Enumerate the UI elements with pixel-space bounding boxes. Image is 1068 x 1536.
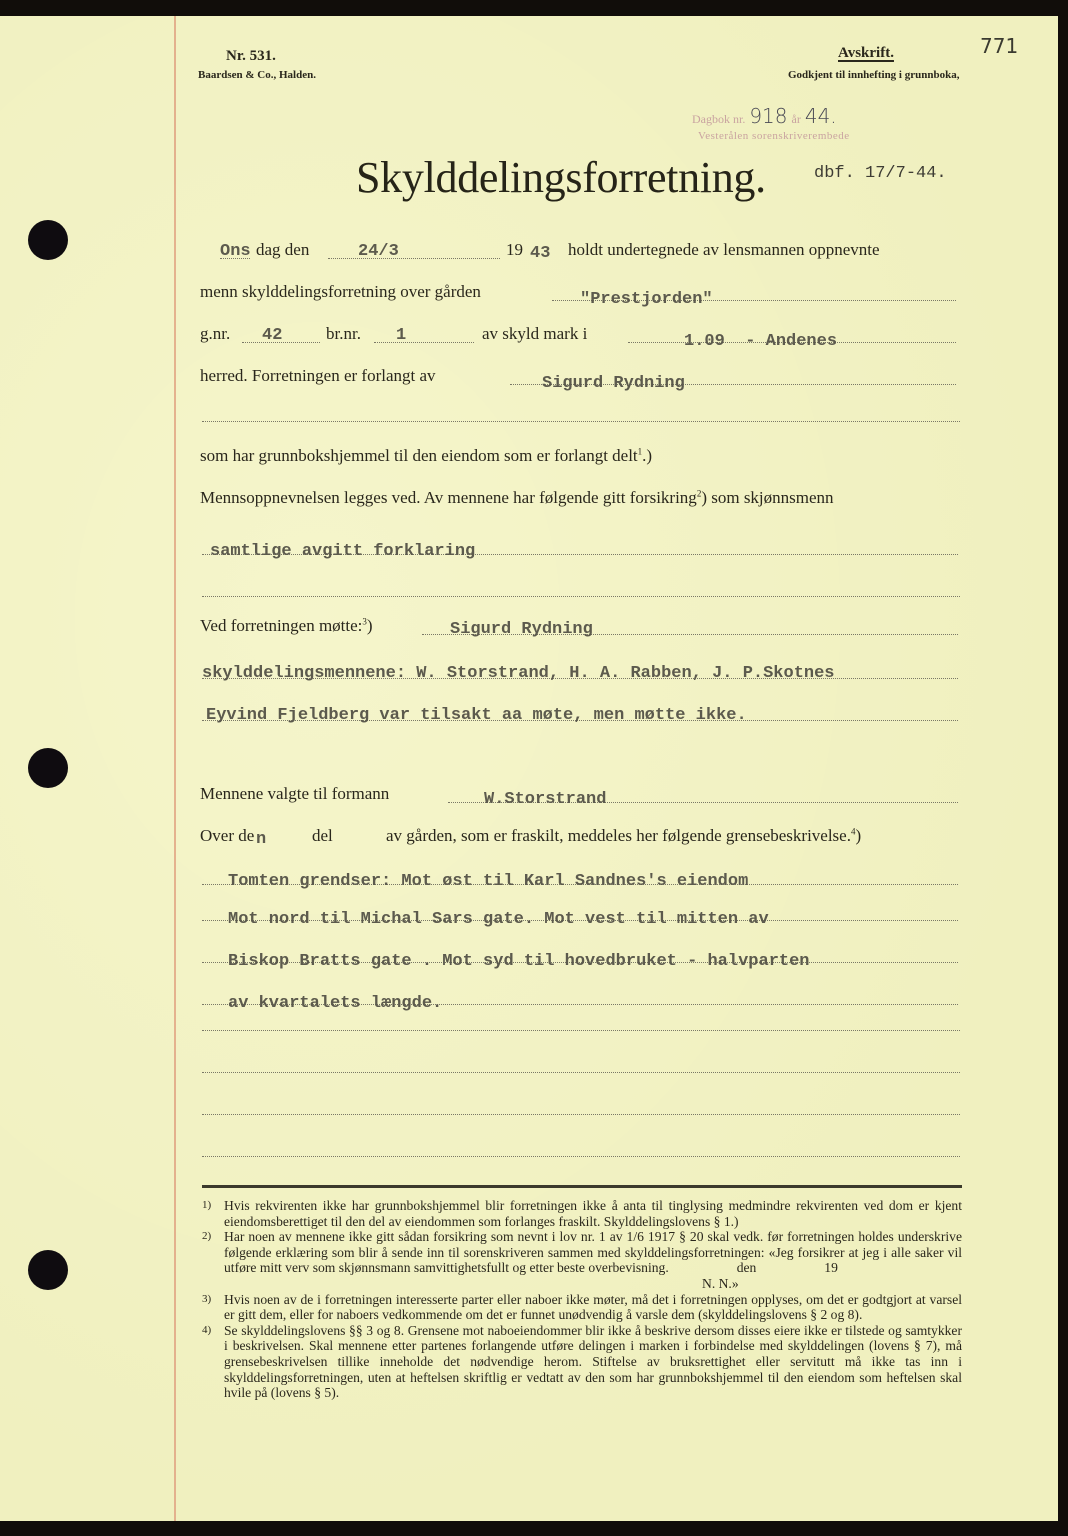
form-line-men — [200, 660, 960, 686]
footnote-1: 1) Hvis rekvirenten ikke har grunnbokshjemmel blir forretningen ikke å anta til tinglysing medmindre rekvirenten ved dom er kjent eiendomsberettiget til den del av eiendommen som forlanges fraskilt. Skylddelingslovens § 1.) — [202, 1198, 962, 1229]
form-line-attendance — [200, 616, 960, 642]
form-line-hjemmel — [200, 446, 960, 472]
boundary-line: av kvartalets længde. — [200, 994, 960, 1020]
form-line-absent — [200, 702, 960, 728]
label-19: 19 — [506, 240, 523, 259]
form-line-farm — [200, 282, 960, 308]
footnote-2: 2) Har noen av mennene ikke gitt sådan forsikring som nevnt i lov nr. 1 av 1/6 1917 § 20 skal vedk. før forretningen holdes underskrive følgende erklæring som blir å sende inn til sorenskriveren sammen med skylddelingsforretningen: «Jeg forsikrer at jeg i alle saker vil utføre mitt verv som skjønnsmann samvittighetsfullt og etter beste overbevisning. den 19 — [202, 1229, 966, 1276]
label-brnr: br.nr. — [326, 324, 361, 343]
footnote-signature: N. N.» — [702, 1275, 739, 1291]
brnr-field: 1 — [396, 326, 407, 345]
page-title: Skylddelingsforretning. — [356, 153, 766, 202]
document-page — [0, 16, 1058, 1521]
men-field: skylddelingsmennene: W. Storstrand, H. A. Rabben, J. P.Skotnes — [202, 664, 835, 683]
footnote-divider — [202, 1185, 962, 1188]
attendee-field: Sigurd Rydning — [450, 620, 593, 639]
boundary-line: Biskop Bratts gate . Mot syd til hovedbruket - halvparten — [200, 952, 960, 978]
footnote-4: 4) Se skylddelingslovens §§ 3 og 8. Grensene mot naboeiendommer blir ikke å beskrive dersom disses eiere ikke er tilstede og samtykker i beskrivelsen. Skal mennene etter partenes forlangende utføre delingen i marken i forbindelse med skylddelingen (lovens § 7), må grensebeskrivelsen tillike inneholde det nødvendige herom. Stiftelse av bruksrettighet eller servitutt må ikke tas inn i skylddelingsforretningen, uten at heftelsen skriftlig er vedtatt av den som har grunnbokshjemmel til den eiendom som heftelsen skal hvile på (lovens § 5). — [202, 1322, 962, 1401]
avskrift-label: Avskrift. — [838, 45, 894, 61]
dagbok-number: 918 — [749, 104, 788, 128]
skyld-field: 1.09 - Andenes — [684, 332, 838, 351]
form-number: Nr. 531. — [226, 48, 276, 64]
form-line-requester — [200, 366, 960, 392]
label-grensebeskrivelse: av gården, som er fraskilt, meddeles her følgende grensebeskrivelse.$^4$) — [386, 826, 862, 845]
form-line-date — [200, 240, 960, 266]
form-line-formann — [200, 784, 960, 810]
label-dag-den: dag den — [256, 240, 310, 259]
oath-field: samtlige avgitt forklaring — [210, 542, 476, 561]
footnote-3: 3) Hvis noen av de i forretningen interesserte parter eller naboer ikke møter, må det i forretningen opplyses, om det er godtgjort at varsel er gitt dem, eller for naboers vedkommende om det er funnet unødvendig å varsle dem (skylddelingslovens § 2 og 8). — [202, 1291, 962, 1323]
boundary-line: Mot nord til Michal Sars gate. Mot vest til mitten av — [200, 910, 960, 936]
stamp-dagbok-label: Dagbok nr. — [692, 112, 746, 126]
requester-field: Sigurd Rydning — [542, 374, 685, 393]
punch-hole-icon — [28, 220, 68, 260]
label-hjemmel: som har grunnbokshjemmel til den eiendom som er forlangt delt$^1$.) — [200, 446, 653, 465]
blank-line — [202, 421, 960, 422]
gnr-field: 42 — [262, 326, 283, 345]
approval-note: Godkjent til innhefting i grunnboka, — [788, 69, 960, 81]
blank-line — [202, 596, 960, 597]
year-field: 43 — [530, 244, 551, 263]
typed-n: n — [256, 830, 267, 849]
absent-field: Eyvind Fjeldberg var tilsakt aa møte, men møtte ikke. — [206, 706, 747, 725]
publisher: Baardsen & Co., Halden. — [198, 69, 316, 81]
footnotes — [202, 1198, 966, 1401]
stamp-year-label: år — [791, 112, 801, 126]
blank-line — [202, 1156, 960, 1157]
form-line-oath — [200, 534, 960, 560]
label-skyld: av skyld mark i — [482, 324, 588, 343]
label-del: del — [312, 826, 333, 845]
label-over-de: Over de — [200, 826, 255, 845]
label-formann: Mennene valgte til formann — [200, 784, 390, 803]
label-holdt: holdt undertegnede av lensmannen oppnevnte — [568, 240, 880, 259]
punch-hole-icon — [28, 1250, 68, 1290]
label-over-garden: menn skylddelingsforretning over gården — [200, 282, 481, 301]
boundary-line: Tomten grendser: Mot øst til Karl Sandnes's eiendom — [200, 868, 960, 894]
dagbok-stamp — [692, 104, 837, 128]
label-forlangt-av: herred. Forretningen er forlangt av — [200, 366, 436, 385]
form-line-grense — [200, 826, 960, 852]
form-line-gnr — [200, 324, 960, 350]
dagbok-year: 44. — [804, 104, 837, 128]
registration-note: dbf. 17/7-44. — [814, 164, 947, 183]
form-line-forsikring — [200, 488, 960, 514]
page-number: 771 — [980, 34, 1019, 58]
margin-line — [174, 16, 176, 1521]
label-gnr: g.nr. — [200, 324, 231, 343]
blank-line — [202, 1072, 960, 1073]
punch-hole-icon — [28, 748, 68, 788]
label-mote: Ved forretningen møtte:$^3$) — [200, 616, 373, 635]
label-forsikring: Mennsoppnevnelsen legges ved. Av mennene har følgende gitt forsikring$^2$) som skjønnsmenn — [200, 488, 834, 507]
date-field: 24/3 — [358, 242, 399, 261]
stamp-office: Vesterålen sorenskriverembede — [698, 130, 850, 142]
weekday-field: Ons — [220, 242, 251, 261]
blank-line — [202, 1114, 960, 1115]
blank-line — [202, 1030, 960, 1031]
formann-field: W.Storstrand — [484, 790, 607, 809]
farm-field: "Prestjorden" — [580, 290, 713, 309]
